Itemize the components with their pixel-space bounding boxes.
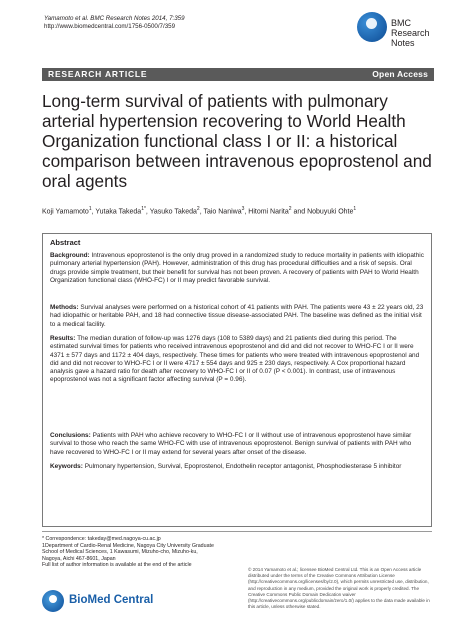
- background-label: Background:: [50, 252, 90, 259]
- author-name: Yutaka Takeda: [95, 208, 142, 216]
- keywords-text: Pulmonary hypertension, Survival, Epoprostenol, Endothelin receptor antagonist, Phosphodiesterase 5 inhibitor: [84, 463, 402, 470]
- bmc-research-notes-logo: [357, 12, 441, 56]
- results-label: Results:: [50, 335, 76, 342]
- article-type-band: [42, 68, 434, 81]
- keywords-label: Keywords:: [50, 463, 83, 470]
- methods-text: Survival analyses were performed on a historical cohort of 41 patients with PAH. The patients were 43 ± 22 years old, 23 had idiopathic or heritable PAH, and 18 had connective tissue disease-associated PAH. The baseline was defined as the initial visit to a medical facility.: [50, 304, 424, 328]
- logo-line-1: BMC: [391, 18, 411, 28]
- author-affiliation-mark: 1: [88, 206, 92, 212]
- author-affiliation-mark: 1*: [141, 206, 146, 212]
- author-affiliation-mark: 2: [288, 206, 292, 212]
- open-access-label: Open Access: [372, 69, 428, 79]
- author-name: Koji Yamamoto: [42, 208, 89, 216]
- author-name: Taio Naniwa: [203, 208, 242, 216]
- author-affiliation-mark: 2: [196, 206, 200, 212]
- abstract-methods: [50, 304, 424, 329]
- citation-line-1: Yamamoto et al. BMC Research Notes 2014, 7:359: [44, 15, 185, 22]
- biomed-central-icon: [42, 590, 64, 612]
- article-title: Long-term survival of patients with pulmonary arterial hypertension recovering to World Health Organization functional class I or II: a historical comparison between intravenous epoprostenol and oral agents: [42, 91, 432, 191]
- footnote-divider: [42, 531, 432, 532]
- citation-url[interactable]: http://www.biomedcentral.com/1756-0500/7/359: [44, 23, 176, 30]
- results-text: The median duration of follow-up was 1276 days (108 to 5389 days) and 21 patients died during this period. The estimated survival times for patients who received intravenous epoprostenol and did and did not recover to WHO-FC I or II were 4371 ± 577 days and 1172 ± 404 days, respectively. These times for patients who were treated with intravenous epoprostenol and did and did not recover to WHO-FC I or II were 4717 ± 554 days and 925 ± 230 days, respectively. A Cox proportional hazard analysis gave a hazard ratio for death after recovery to WHO-FC I or II of 0.07 (P < 0.001). In contrast, use of intravenous epoprostenol was not a significant factor affecting survival (P = 0.96).: [50, 335, 420, 384]
- author-affiliation-mark: 3: [241, 206, 245, 212]
- copyright-notice: © 2014 Yamamoto et al.; licensee BioMed Central Ltd. This is an Open Access article distributed under the terms of the Creative Commons Attribution License (http://creativecommons.org/licenses/by/2.0), which permits unrestricted use, distribution, and reproduction in any medium, provided the original work is properly credited. The Creative Commons Public Domain Dedication waiver (http://creativecommons.org/publicdomain/zero/1.0/) applies to the data made available in this article, unless otherwise stated.: [248, 567, 430, 610]
- biomed-central-logo: [42, 590, 172, 614]
- correspondence-note[interactable]: * Correspondence: takeday@med.nagoya-cu.ac.jp: [42, 536, 161, 542]
- abstract-conclusions: [50, 432, 424, 457]
- abstract-background: [50, 252, 424, 285]
- logo-line-2: Research Notes: [391, 28, 430, 48]
- article-type-label: RESEARCH ARTICLE: [48, 69, 148, 79]
- conclusions-label: Conclusions:: [50, 432, 91, 439]
- conclusions-text: Patients with PAH who achieve recovery to WHO-FC I or II without use of intravenous epoprostenol have similar survival to those who reach the same WHO-FC with use of intravenous epoprostenol. Benign survival of patients with PAH who have recovered to WHO-FC I or II may extend for several years after onset of the disease.: [50, 432, 412, 456]
- methods-label: Methods:: [50, 304, 79, 311]
- citation-header: [44, 15, 185, 31]
- affiliation-note: 1Department of Cardio-Renal Medicine, Nagoya City University Graduate School of Medical Sciences, 1 Kawasumi, Mizuho-cho, Mizuho-ku, Nagoya, Aichi 467-8601, Japan: [42, 542, 214, 562]
- author-list: Koji Yamamoto$^1$, Yutaka Takeda$^{1*}$, Yasuko Takeda$^2$, Taio Naniwa$^3$, Hitomi Narita$^2$ and Nobuyuki Ohte$^1$: [42, 206, 357, 216]
- author-name: Nobuyuki Ohte: [307, 208, 354, 216]
- abstract-results: [50, 335, 424, 385]
- footnotes: [42, 536, 218, 569]
- abstract-keywords: [50, 463, 424, 471]
- abstract-heading: Abstract: [50, 238, 81, 247]
- author-name: Yasuko Takeda: [149, 208, 197, 216]
- bmc-logo-icon: [357, 12, 387, 42]
- author-info-note: Full list of author information is available at the end of the article: [42, 562, 192, 569]
- biomed-central-wordmark: BioMed Central: [69, 594, 154, 606]
- background-text: Intravenous epoprostenol is the only drug proved in a randomized study to reduce mortality in patients with idiopathic pulmonary arterial hypertension (PAH). However, administration of this drug has procedural difficulties and a risk of sepsis. Oral drugs provide simple treatment, but their benefit for survival has not been proven. A recovery of patients with PAH to World Health Organization functional class (WHO-FC) I or II may predict favorable survival.: [50, 252, 424, 284]
- author-name: Hitomi Narita: [248, 208, 289, 216]
- author-affiliation-mark: 1: [353, 206, 357, 212]
